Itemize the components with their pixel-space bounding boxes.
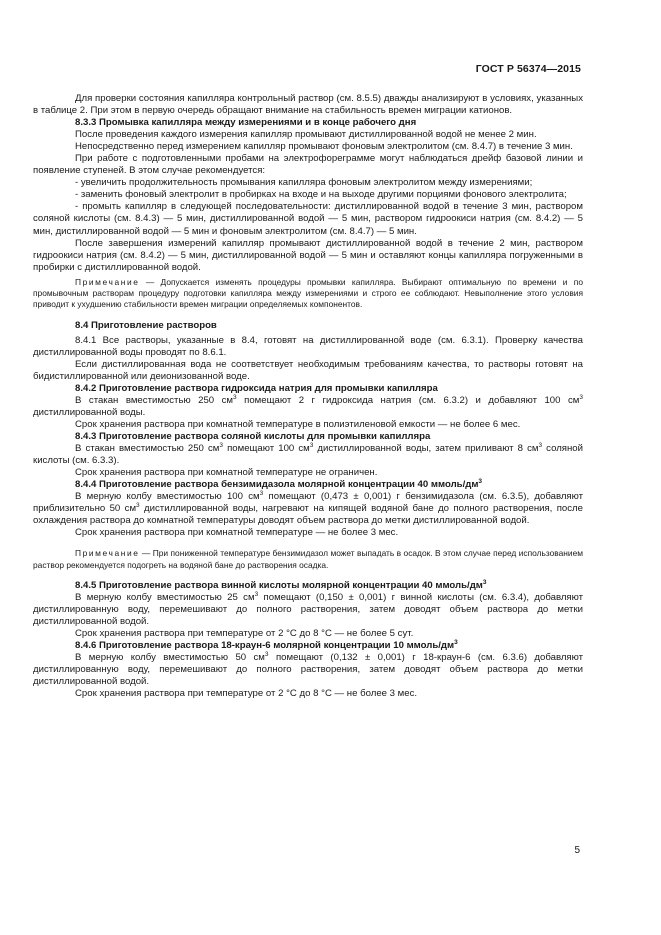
body-paragraph: В стакан вместимостью 250 $см^3$ помещают 100 $см^3$ дистиллированной воды, затем приливают 8 $см^3$ соляной кислоты (см. 6.3.3). <box>33 442 583 467</box>
body-paragraph: В мерную колбу вместимостью 50 $см^3$ помещают (0,132 ± 0,001) г 18-краун-6 (см. 6.3.6) добавляют дистиллированную воду, перемешивают до полного растворения, затем доводят объем раствора до метки дистиллированной водой. <box>33 651 584 688</box>
body-paragraph: Срок хранения раствора при комнатной температуре в полиэтиленовой емкости — не более 6 мес. <box>75 418 521 430</box>
body-paragraph: - увеличить продолжительность промывания капилляра фоновым электролитом между измерениями; <box>75 177 533 189</box>
document-body <box>33 93 583 701</box>
body-paragraph: Срок хранения раствора при комнатной температуре — не более 3 мес. <box>75 527 399 539</box>
body-paragraph: В стакан вместимостью 250 $см^3$ помещают 2 г гидроксида натрия (см. 6.3.2) и добавляют 100 $см^3$ дистиллированной воды. <box>33 393 583 418</box>
section-heading: 8.4.5 Приготовление раствора винной кислоты молярной концентрации 40 ммоль/$дм^3$ <box>75 579 487 592</box>
section-heading: 8.3.3 Промывка капилляра между измерениями и в конце рабочего дня <box>75 117 417 129</box>
note-paragraph: Примечание — При пониженной температуре бензимидазол может выпадать в осадок. В этом случае перед использованием раствор рекомендуется подогреть на водяной бане до растворения осадка. <box>33 548 583 570</box>
body-paragraph: В мерную колбу вместимостью 25 $см^3$ помещают (0,150 ± 0,001) г винной кислоты (см. 6.3.4), добавляют дистиллированную воду, перемешивают до полного растворения, затем доводят объем раствора до метки дистиллированной водой. <box>33 591 584 628</box>
standard-header: ГОСТ Р 56374—2015 <box>475 63 581 75</box>
body-paragraph: Непосредственно перед измерением капилляр промывают фоновым электролитом (см. 8.4.7) в течение 3 мин. <box>75 141 573 153</box>
section-heading: 8.4.3 Приготовление раствора соляной кислоты для промывки капилляра <box>75 431 431 443</box>
note-label: Примечание <box>75 276 140 287</box>
page-number: 5 <box>574 845 580 856</box>
body-paragraph: - заменить фоновый электролит в пробирках на входе и на выходе другими порциями фонового электролита; <box>75 189 567 201</box>
body-paragraph: Срок хранения раствора при комнатной температуре не ограничен. <box>75 467 378 479</box>
body-paragraph: При работе с подготовленными пробами на электрофореграмме могут наблюдаться дрейф базовой линии и появление ступеней. В этом случае рекомендуется: <box>33 153 583 177</box>
body-paragraph: 8.4.1 Все растворы, указанные в 8.4, готовят на дистиллированной воде (см. 6.3.1). Проверку качества дистиллированной воды проводят по 8.6.1. <box>33 334 583 358</box>
body-paragraph: В мерную колбу вместимостью 100 $см^3$ помещают (0,473 ± 0,001) г бензимидазола (см. 6.3.5), добавляют приблизительно 50 $см^3$ дистиллированной воды, нагревают на кипящей водяной бане до полного растворения, после охлаждения раствора до комнатной температуры доводят объем раствора до метки дистиллированной водой. <box>33 490 583 527</box>
body-paragraph: Для проверки состояния капилляра контрольный раствор (см. 8.5.5) дважды анализируют в условиях, указанных в таблице 2. При этом в первую очередь обращают внимание на стабильность времен миграции катионов. <box>33 93 583 117</box>
section-heading: 8.4.6 Приготовление раствора 18-краун-6 молярной концентрации 10 ммоль/$дм^3$ <box>75 639 458 652</box>
body-paragraph: Срок хранения раствора при температуре от 2 °С до 8 °С — не более 3 мес. <box>75 688 418 700</box>
body-paragraph: Срок хранения раствора при температуре от 2 °С до 8 °С — не более 5 сут. <box>75 628 414 640</box>
section-heading: 8.4.2 Приготовление раствора гидроксида натрия для промывки капилляра <box>75 382 438 394</box>
section-heading: 8.4 Приготовление растворов <box>75 319 217 331</box>
note-paragraph: Примечание — Допускается изменять процедуры промывки капилляра. Выбирают оптимальную по времени и по промывочным растворам процедуру подготовки капилляра между измерениями и строго ее соблюдают. Невыполнение этого условия приводит к ухудшению стабильности времен миграции определяемых компонентов. <box>33 276 583 310</box>
body-paragraph: После завершения измерений капилляр промывают дистиллированной водой в течение 2 мин, раствором гидроокиси натрия (см. 8.4.2) — 5 мин, дистиллированной водой — 5 мин и оставляют концы капилляра погруженными в пробирки с дистиллированной водой. <box>33 237 583 273</box>
body-paragraph: - промыть капилляр в следующей последовательности: дистиллированной водой в течение 3 мин, раствором соляной кислоты (см. 8.4.3) — 5 мин, дистиллированной водой — 5 мин, раствором гидроокиси натрия (см. 8.4.2) — 5 мин, дистиллированной водой — 5 мин и фоновым электролитом (см. 8.4.7) — 5 мин. <box>33 201 583 237</box>
body-paragraph: После проведения каждого измерения капилляр промывают дистиллированной водой не менее 2 мин. <box>75 129 537 141</box>
body-paragraph: Если дистиллированная вода не соответствует необходимым требованиям качества, то растворы готовят на бидистиллированной или деионизованной воде. <box>33 358 583 382</box>
note-label: Примечание <box>75 548 140 559</box>
section-heading: 8.4.4 Приготовление раствора бензимидазола молярной концентрации 40 ммоль/$дм^3$ <box>75 478 483 491</box>
